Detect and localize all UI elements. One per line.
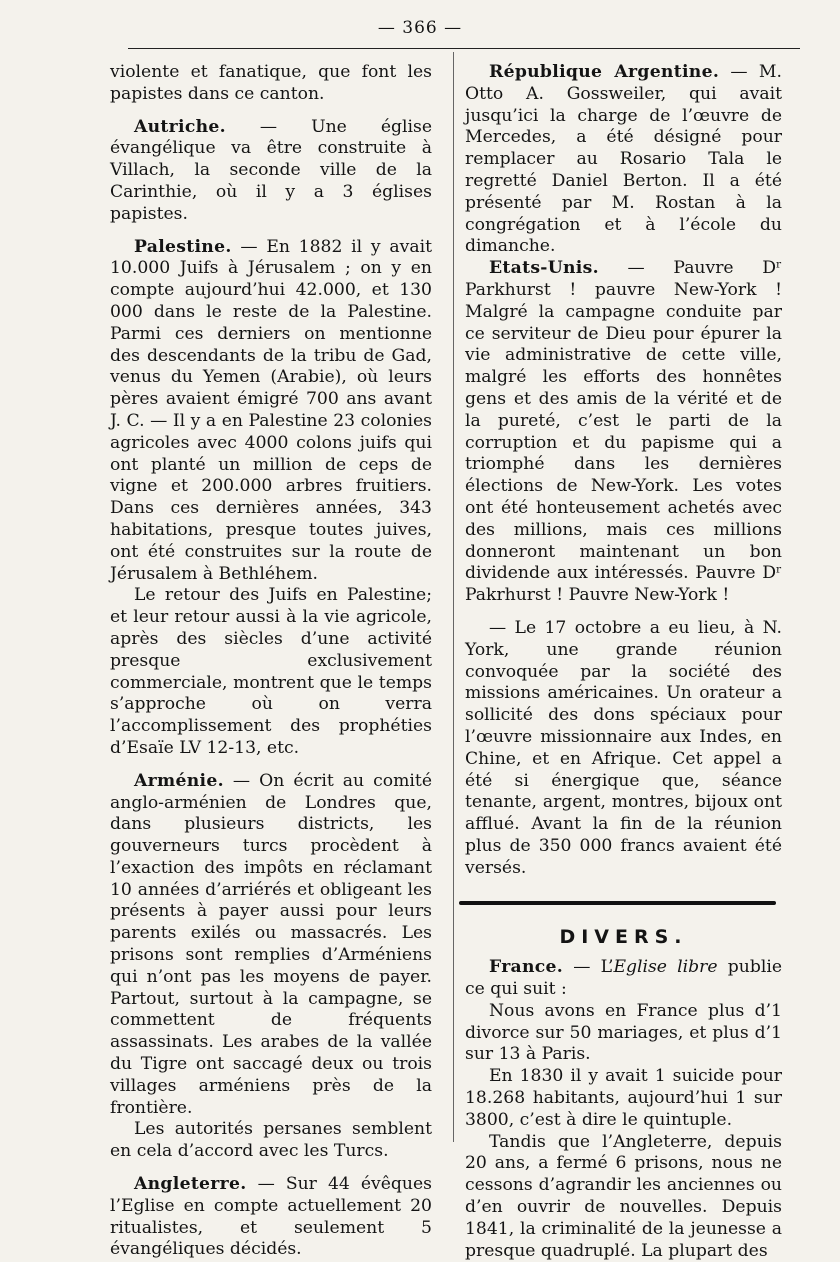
heading-republique-argentine: République Argentine. <box>489 62 720 82</box>
heading-france: France. <box>489 957 564 978</box>
paragraph-autorites-persanes: Les autorités persanes semblent en cela d’accord avec les Turcs. <box>110 1119 432 1162</box>
heading-autriche: Autriche. <box>134 116 226 137</box>
heading-etats-unis: Etats-Unis. <box>489 258 599 279</box>
paragraph-retour-juifs: Le retour des Juifs en Palestine; et leur retour aussi à la vie agricole, après des siècles d’une activité presque exclusivement commerciale, montrent que le temps s’approche où on verra l’accomplissement des prophéties d’Esaïe LV 12-13, etc. <box>110 585 432 758</box>
paragraph-angleterre: Angleterre. — Sur 44 évêques l’Eglise en compte actuellement 20 ritualistes, et seulement 5 évangéliques décidés. <box>110 1174 432 1260</box>
heading-palestine: Palestine. <box>134 236 232 257</box>
paragraph-suicides: En 1830 il y avait 1 suicide pour 18.268 habitants, aujourd’hui 1 sur 3800, c’est à dire le quintuple. <box>465 1066 782 1130</box>
page-number: — 366 — <box>377 18 463 38</box>
paragraph-armenie: Arménie. — On écrit au comité anglo-arménien de Londres que, dans plusieurs districts, les gouverneurs turcs procèdent à l’exaction des impôts en réclamant 10 années d’arriérés et obligeant les présents à payer aussi pour leurs parents exilés ou massacrés. Les prisons sont remplies d’Arméniens qui n’ont pas les moyens de payer. Partout, surtout à la campagne, se commettent de fréquents assassinats. Les arabes de la vallée du Tigre ont saccagé deux ou trois villages arméniens près de la frontière. <box>110 770 432 1118</box>
heading-armenie: Arménie. <box>134 770 224 791</box>
paragraph-new-york-reunion: — Le 17 octobre a eu lieu, à N. York, une grande réunion convoquée par la société des missions américaines. Un orateur a sollicité des dons spéciaux pour l’œuvre missionnaire aux Indes, en Chine, et en Afrique. Cet appel a été si énergique que, séance tenante, argent, montres, bijoux ont afflué. Avant la fin de la réunion plus de 350 000 francs avaient été versés. <box>465 617 782 878</box>
heading-angleterre: Angleterre. <box>134 1174 247 1195</box>
section-rule <box>459 901 776 905</box>
paragraph-divorces: Nous avons en France plus d’1 divorce sur 50 mariages, et plus d’1 sur 13 à Paris. <box>465 1000 782 1065</box>
paragraph-autriche: Autriche. — Une église évangélique va être construite à Villach, la seconde ville de la Carinthie, où il y a 3 églises papistes. <box>110 116 432 224</box>
paragraph-etats-unis: Etats-Unis. — Pauvre Dʳ Parkhurst ! pauvre New-York ! Malgré la campagne conduite par ce serviteur de Dieu pour épurer la vie administrative de cette ville, malgré les efforts des honnêtes gens et des amis de la vérité et de la pureté, c’est le parti de la corruption et du papisme qui a triomphé dans les dernières élections de New-York. Les votes ont été honteusement achetés avec des millions, mais ces millions donneront maintenant un bon dividende aux intéressés. Pauvre Dʳ Pakrhurst ! Pauvre New-York ! <box>465 258 782 606</box>
paragraph-palestine: Palestine. — En 1882 il y avait 10.000 Juifs à Jérusalem ; on y en compte aujourd’hui 42.000, et 130 000 dans le reste de la Palestine. Parmi ces derniers on mentionne des descendants de la tribu de Gad, venus du Yemen (Arabie), où leurs pères avaient émigré 700 ans avant J. C. — Il y a en Palestine 23 colonies agricoles avec 4000 colons juifs qui ont planté un million de ceps de vigne et 200.000 arbres fruitiers. Dans ces dernières années, 343 habitations, presque toutes juives, ont été construites sur la route de Jérusalem à Bethléhem. <box>110 236 432 584</box>
paragraph-republique-argentine: République Argentine. — M. Otto A. Gossweiler, qui avait jusqu’ici la charge de l’œuvre de Mercedes, a été désigné pour remplacer au Rosario Tala le regretté Daniel Berton. Il a été présenté par M. Rostan à la congrégation et à l’école du dimanche. <box>465 62 782 257</box>
publication-title: Eglise libre <box>613 957 718 978</box>
paragraph-prisons: Tandis que l’Angleterre, depuis 20 ans, a fermé 6 prisons, nous ne cessons d’agrandir les anciennes ou d’en ouvrir de nouvelles. Depuis 1841, la criminalité de la jeunesse a presque quadruplé. La plupart des <box>465 1131 782 1261</box>
column-divider <box>453 52 454 1142</box>
paragraph-continuation: violente et fanatique, que font les papistes dans ce canton. <box>110 62 432 104</box>
paragraph-france: France. — L’Eglise libre publie ce qui suit : <box>465 957 783 1000</box>
header-rule <box>128 48 800 49</box>
right-column <box>465 62 782 1262</box>
left-column <box>110 62 432 1261</box>
section-title-divers: DIVERS. <box>559 926 688 949</box>
